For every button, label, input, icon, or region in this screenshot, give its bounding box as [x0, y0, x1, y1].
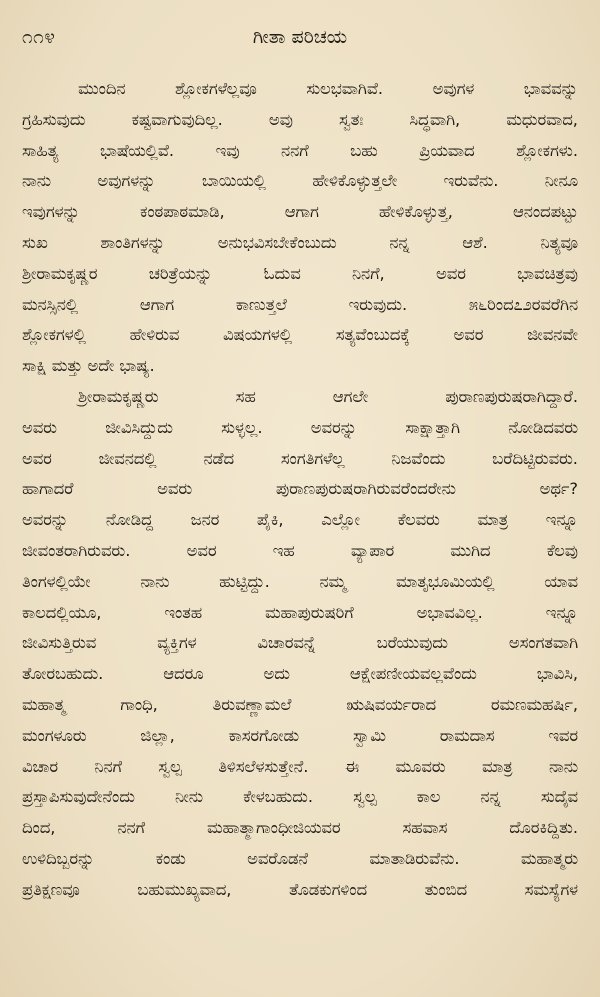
- text-line: ತಿಂಗಳಲ್ಲಿಯೇ ನಾನು ಹುಟ್ಟಿದ್ದು. ನಮ್ಮ ಮಾತೃಭೂಮಿಯಲ್ಲಿ ಯಾವ: [22, 571, 578, 591]
- text-line: ಕಾಲದಲ್ಲಿಯೂ, ಇಂತಹ ಮಹಾಪುರುಷರಿಗೆ ಅಭಾವವಿಲ್ಲ. ಇನ್ನೂ: [22, 602, 578, 622]
- body-text: [22, 74, 578, 906]
- text-line: ತೋರಬಹುದು. ಆದರೂ ಅದು ಆಕ್ಷೇಪಣೀಯವಲ್ಲವೆಂದು ಭಾವಿಸಿ,: [22, 664, 578, 684]
- text-line: ಶ್ಲೋಕಗಳಲ್ಲಿ ಹೇಳಿರುವ ವಿಷಯಗಳಲ್ಲಿ ಸತ್ಯವೆಂಬುದಕ್ಕೆ ಅವರ ಜೀವನವೇ: [22, 325, 578, 345]
- text-line: ಜೀವಿಸುತ್ತಿರುವ ವ್ಯಕ್ತಿಗಳ ವಿಚಾರವನ್ನೆ ಬರೆಯುವುದು ಅಸಂಗತವಾಗಿ: [22, 633, 578, 653]
- text-line: ಅವರ ಜೀವನದಲ್ಲಿ ನಡೆದ ಸಂಗತಿಗಳೆಲ್ಲ ನಿಜವೆಂದು ಬರೆದಿಟ್ಟಿರುವರು.: [22, 448, 578, 468]
- text-line: ಶ್ರೀರಾಮಕೃಷ್ಣರು ಸಹ ಆಗಲೇ ಪುರಾಣಪುರುಷರಾಗಿದ್ದಾರೆ.: [78, 386, 578, 406]
- text-line: ವಿಚಾರ ನಿನಗೆ ಸ್ವಲ್ಪ ತಿಳಿಸಲೆಳಸುತ್ತೇನೆ. ಈ ಮೂವರು ಮಾತ್ರ ನಾನು: [22, 756, 578, 776]
- text-line: ನಾನು ಅವುಗಳನ್ನು ಬಾಯಿಯಲ್ಲಿ ಹೇಳಿಕೊಳ್ಳುತ್ತಲೇ ಇರುವೆನು. ನೀನೂ: [22, 171, 578, 191]
- paragraph-2: [22, 382, 578, 906]
- text-line: ಪ್ರಸ್ತಾಪಿಸುವುದೇನೆಂದು ನೀನು ಕೇಳಬಹುದು. ಸ್ವಲ್ಪ ಕಾಲ ನನ್ನ ಸುದೈವ: [22, 787, 578, 807]
- text-line: ಶ್ರೀರಾಮಕೃಷ್ಣರ ಚರಿತ್ರೆಯನ್ನು ಓದುವ ನಿನಗೆ, ಅವರ ಭಾವಚಿತ್ರವು: [22, 263, 578, 283]
- text-line: ಅವರು ಜೀವಿಸಿದ್ದುದು ಸುಳ್ಳಲ್ಲ. ಅವರನ್ನು ಸಾಕ್ಷಾತ್ತಾಗಿ ನೋಡಿದವರು: [22, 417, 578, 437]
- text-line: ಸುಖ ಶಾಂತಿಗಳನ್ನು ಅನುಭವಿಸಬೇಕೆಂಬುದು ನನ್ನ ಆಶೆ. ನಿತ್ಯವೂ: [22, 232, 578, 252]
- text-line: ಸಾಕ್ಷಿ ಮತ್ತು ಅದೇ ಭಾಷ್ಯ.: [22, 356, 155, 376]
- text-line: ಅವರನ್ನು ನೋಡಿದ್ದ ಜನರ ಪೈಕಿ, ಎಲ್ಲೋ ಕೆಲವರು ಮಾತ್ರ ಇನ್ನೂ: [22, 510, 578, 530]
- text-line: ಮನಸ್ಸಿನಲ್ಲಿ ಆಗಾಗ ಕಾಣುತ್ತಲೆ ಇರುವುದು. ೫೬ರಿಂದ೭೨ರವರೆಗಿನ: [22, 294, 578, 314]
- text-line: ಗ್ರಹಿಸುವುದು ಕಷ್ಟವಾಗುವುದಿಲ್ಲ. ಅವು ಸ್ವತಃ ಸಿದ್ಧವಾಗಿ, ಮಧುರವಾದ,: [22, 109, 578, 129]
- text-line: ಮಂಗಳೂರು ಜಿಲ್ಲಾ, ಕಾಸರಗೋಡು ಸ್ವಾಮಿ ರಾಮದಾಸ ಇವರ: [22, 725, 578, 745]
- running-title: ಗೀತಾ ಪರಿಚಯ: [252, 26, 348, 48]
- text-line: ದಿಂದ, ನನಗೆ ಮಹಾತ್ಮಾಗಾಂಧೀಜಿಯವರ ಸಹವಾಸ ದೊರಕಿದ್ದಿತು.: [22, 818, 578, 838]
- text-line: ಸಾಹಿತ್ಯ ಭಾಷೆಯಲ್ಲಿವೆ. ಇವು ನನಗೆ ಬಹು ಪ್ರಿಯವಾದ ಶ್ಲೋಕಗಳು.: [22, 140, 578, 160]
- page-number: ೧೧೪: [22, 26, 56, 48]
- text-line: ಹಾಗಾದರೆ ಅವರು ಪುರಾಣಪುರುಷರಾಗಿರುವರೆಂದರೇನು ಅರ್ಥ?: [22, 479, 578, 499]
- page-header: [22, 26, 578, 56]
- text-line: ಉಳಿದಿಬ್ಬರನ್ನು ಕಂಡು ಅವರೊಡನೆ ಮಾತಾಡಿರುವೆನು. ಮಹಾತ್ಮರು: [22, 848, 578, 868]
- text-line: ಮುಂದಿನ ಶ್ಲೋಕಗಳೆಲ್ಲವೂ ಸುಲಭವಾಗಿವೆ. ಅವುಗಳ ಭಾವವನ್ನು: [78, 79, 578, 98]
- text-line: ಪ್ರತಿಕ್ಷಣವೂ ಬಹುಮುಖ್ಯವಾದ, ತೊಡಕುಗಳಿಂದ ತುಂಬಿದ ಸಮಸ್ಯೆಗಳ: [22, 879, 578, 899]
- paragraph-1: [22, 74, 578, 382]
- text-line: ಇವುಗಳನ್ನು ಕಂಠಪಾಠಮಾಡಿ, ಆಗಾಗ ಹೇಳಿಕೊಳ್ಳುತ್ತ, ಆನಂದಪಟ್ಟು: [22, 202, 578, 222]
- text-line: ಜೀವಂತರಾಗಿರುವರು. ಅವರ ಇಹ ವ್ಯಾಪಾರ ಮುಗಿದ ಕೆಲವು: [22, 540, 578, 560]
- text-line: ಮಹಾತ್ಮ ಗಾಂಧಿ, ತಿರುವಣ್ಣಾಮಲೆ ಋಷಿವರ್ಯರಾದ ರಮಣಮಹರ್ಷಿ,: [22, 694, 578, 714]
